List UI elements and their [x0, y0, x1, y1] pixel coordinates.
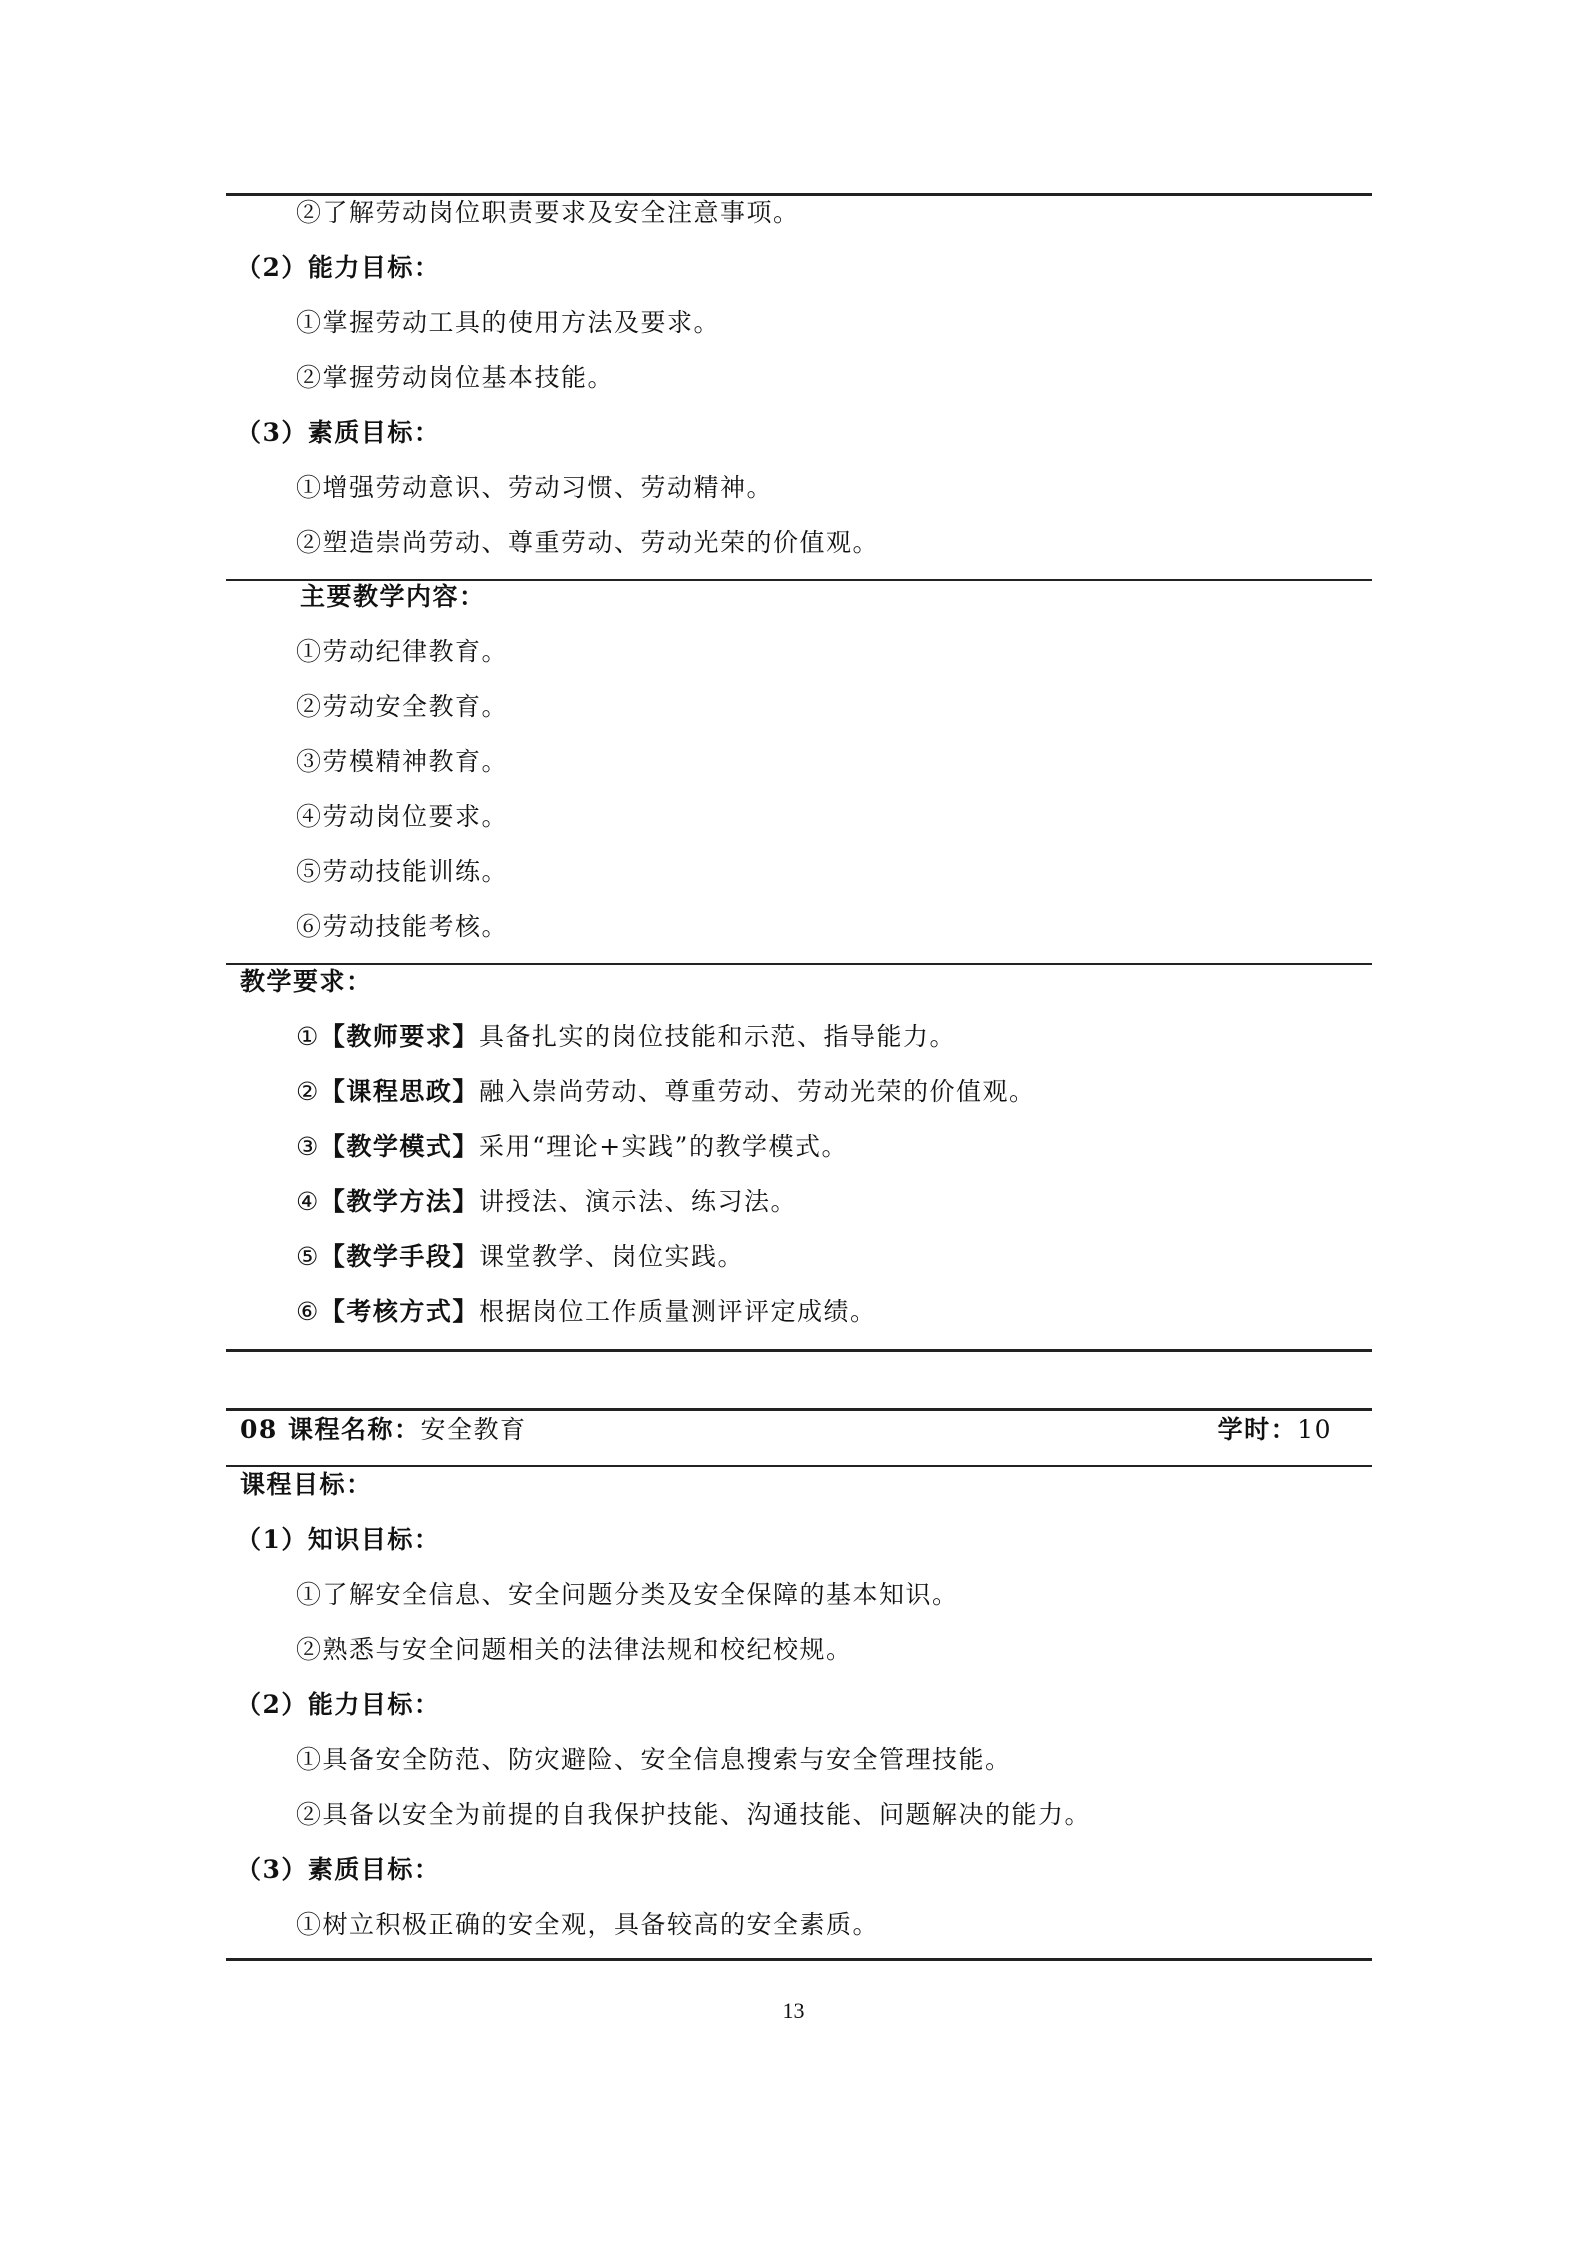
- goal-line: ②了解劳动岗位职责要求及安全注意事项。: [296, 198, 800, 227]
- requirement-number: ③: [296, 1132, 320, 1161]
- requirement-text: 采用“理论+实践”的教学模式。: [478, 1132, 848, 1161]
- table-bottom-rule: [226, 1349, 1372, 1352]
- requirement-item: [296, 1020, 956, 1054]
- requirement-tag: 【教学模式】: [319, 1132, 479, 1161]
- requirement-tag: 【课程思政】: [319, 1077, 479, 1106]
- hours-label: 学时：: [1217, 1415, 1298, 1444]
- requirement-item: [296, 1295, 876, 1329]
- row-divider: [226, 963, 1372, 965]
- content-item: ④劳动岗位要求。: [296, 802, 509, 831]
- course-name-value: 安全教育: [420, 1415, 527, 1444]
- requirement-text: 讲授法、演示法、练习法。: [478, 1187, 797, 1216]
- requirement-item: [296, 1075, 1035, 1109]
- requirement-number: ⑤: [296, 1242, 320, 1271]
- requirement-item: [296, 1185, 797, 1219]
- requirement-number: ②: [296, 1077, 320, 1106]
- requirement-tag: 【教师要求】: [319, 1022, 479, 1051]
- requirement-tag: 【教学手段】: [319, 1242, 479, 1271]
- requirements-heading: 教学要求：: [240, 967, 373, 996]
- requirement-text: 融入崇尚劳动、尊重劳动、劳动光荣的价值观。: [478, 1077, 1036, 1106]
- goal-line: ①增强劳动意识、劳动习惯、劳动精神。: [296, 473, 774, 502]
- requirement-item: [296, 1240, 744, 1274]
- goal-line: ①树立积极正确的安全观，具备较高的安全素质。: [296, 1910, 880, 1939]
- content-item: ③劳模精神教育。: [296, 747, 509, 776]
- goal-line: ②熟悉与安全问题相关的法律法规和校纪校规。: [296, 1635, 853, 1664]
- goal-line: ①了解安全信息、安全问题分类及安全保障的基本知识。: [296, 1580, 959, 1609]
- requirement-text: 课堂教学、岗位实践。: [478, 1242, 744, 1271]
- requirement-tag: 【考核方式】: [319, 1297, 479, 1326]
- content-item: ⑥劳动技能考核。: [296, 912, 509, 941]
- requirement-text: 具备扎实的岗位技能和示范、指导能力。: [478, 1022, 956, 1051]
- goal-subheading: （2）能力目标：: [236, 253, 441, 282]
- content-item: ⑤劳动技能训练。: [296, 857, 509, 886]
- requirement-tag: 【教学方法】: [319, 1187, 479, 1216]
- requirement-number: ①: [296, 1022, 320, 1051]
- goal-subheading: （2）能力目标：: [236, 1690, 441, 1719]
- table-top-rule: [226, 1408, 1372, 1411]
- requirement-number: ④: [296, 1187, 320, 1216]
- content-item: ①劳动纪律教育。: [296, 637, 509, 666]
- course-title: [240, 1413, 527, 1447]
- goal-line: ②塑造崇尚劳动、尊重劳动、劳动光荣的价值观。: [296, 528, 880, 557]
- content-heading: 主要教学内容：: [300, 582, 486, 611]
- content-item: ②劳动安全教育。: [296, 692, 509, 721]
- goal-line: ①掌握劳动工具的使用方法及要求。: [296, 308, 721, 337]
- table-bottom-rule: [226, 1958, 1372, 1961]
- goal-line: ②具备以安全为前提的自我保护技能、沟通技能、问题解决的能力。: [296, 1800, 1092, 1829]
- goals-heading: 课程目标：: [240, 1470, 373, 1499]
- goal-subheading: （3）素质目标：: [236, 418, 441, 447]
- course-hours: [1218, 1413, 1332, 1447]
- requirement-text: 根据岗位工作质量测评评定成绩。: [478, 1297, 877, 1326]
- goal-line: ①具备安全防范、防灾避险、安全信息搜索与安全管理技能。: [296, 1745, 1012, 1774]
- goal-subheading: （3）素质目标：: [236, 1855, 441, 1884]
- goal-line: ②掌握劳动岗位基本技能。: [296, 363, 615, 392]
- requirement-item: [296, 1130, 848, 1164]
- requirement-number: ⑥: [296, 1297, 320, 1326]
- hours-value: 10: [1297, 1415, 1332, 1444]
- row-divider: [226, 1465, 1372, 1467]
- course-name-label: 08 课程名称：: [240, 1415, 421, 1444]
- goal-subheading: （1）知识目标：: [236, 1525, 441, 1554]
- page-number: 13: [782, 1998, 805, 2023]
